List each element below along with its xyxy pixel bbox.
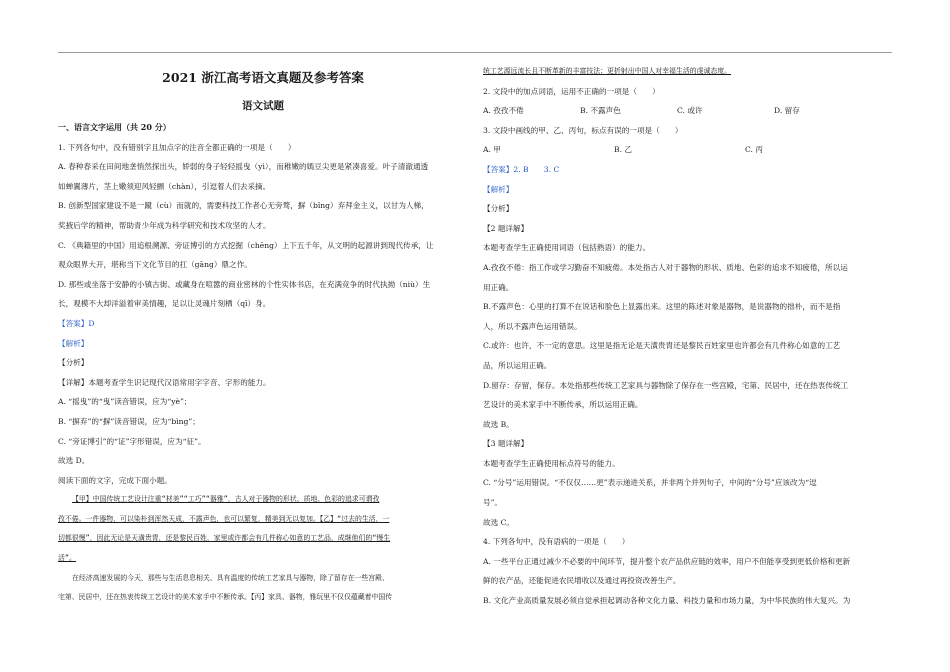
- q3-option-a: A. 甲: [483, 145, 501, 155]
- q1-option-c-cont: 观众眼界大开，堪称当下文化节目的扛（gāng）鼎之作。: [58, 260, 252, 270]
- q2-detail: 本题考查学生正确使用词语（包括熟语）的能力。: [483, 243, 651, 253]
- q2-explain-d-cont: 艺设计的美术家手中不断传承，所以运用正确。: [483, 400, 643, 410]
- q1-option-a-cont: 如蝉翼薄片，茎上嫩须迎风轻颤（chàn），引逗着人们去采摘。: [58, 181, 271, 191]
- fenxi-label: 【分析】: [483, 204, 514, 214]
- doc-subtitle: 语文试题: [242, 100, 284, 112]
- q1-answer: 【答案】D: [58, 318, 95, 328]
- q2-explain-a: A.孜孜不倦：指工作或学习勤奋不知疲倦。本处指古人对于器物的形状、质地、色彩的追求不知疲倦，所以运: [483, 262, 848, 272]
- q2-stem: 2. 文段中的加点词语，运用不正确的一项是（ ）: [483, 86, 660, 96]
- q4-option-a-cont: 鲜的农产品，还能促进农民增收以及通过再投资改善生产。: [483, 576, 681, 586]
- doc-title: 2021 浙江高考语文真题及参考答案: [162, 70, 364, 85]
- q4-option-a: A. 一些平台正通过减少不必要的中间环节，提升整个农产品供应链的效率，用户不但能享受到更低价格和更新: [483, 556, 851, 566]
- q1-option-d-cont: 长，观模不大却洋溢着审美情趣，足以让灵魂片刻栖（qī）身。: [58, 299, 271, 309]
- reading-intro: 阅读下面的文字，完成下面小题。: [58, 475, 172, 485]
- q1-option-d: D. 那些或坐落于安静的小镇古街、或藏身在喧嚣的商业密林的个性实体书店，在充满竞争的时代执拗（niù）生: [58, 279, 431, 289]
- q3-explain-c-cont: 号”。: [483, 498, 503, 508]
- passage-p2-line1: 在经济高速发展的今天，那些与生活息息相关、具有温度的传统工艺家具与器物，除了留存在一些宫殿、: [72, 573, 389, 582]
- jiexi-label: 【解析】: [483, 184, 514, 194]
- q2-options: [483, 101, 893, 121]
- passage-p1-line3: 切都很慢”，因此无论是天潢贵胄，还是黎民百姓，家里或许都会有几件称心如意的工艺品，成继他们的“慢生: [58, 534, 391, 543]
- q1-explain-b: B. “摒弃”的“摒”读音错误，应为“bìng”；: [58, 416, 200, 426]
- q1-conclusion: 故选 D。: [58, 456, 90, 466]
- q2-explain-d: D.留存：存留，保存。本处指那些传统工艺家具与器物除了保存在一些宫殿，宅第、民居中，还在热衷传统工: [483, 380, 849, 390]
- q2-conclusion: 故选 B。: [483, 419, 514, 429]
- section-heading: 一、语言文字运用（共 20 分）: [58, 122, 171, 132]
- q2-option-c: C. 或许: [677, 106, 703, 116]
- passage-p1-line1: 【甲】中国传统工艺设计注重“材美”“工巧”“器雅”，古人对于器物的形状、质地、色彩的追求可谓孜: [72, 495, 380, 504]
- q2-detail-heading: 【2 题详解】: [483, 223, 529, 233]
- left-column: [58, 62, 468, 608]
- passage-p2-line3: 统工艺源远流长且不断革新的丰富技法；更折射出中国人对幸福生活的虔诚态度。: [483, 67, 732, 75]
- q3-option-c: C. 丙: [745, 145, 763, 155]
- q1-fenxi-label: 【分析】: [58, 358, 89, 368]
- header-rule: [58, 52, 892, 53]
- q1-option-b: B. 创新型国家建设不是一蹴（cù）而就的，需要科技工作者心无旁骛，摒（bǐng）弃拜金主义，以甘为人梯，: [58, 201, 429, 211]
- q2-option-a: A. 孜孜不倦: [483, 106, 524, 116]
- passage-p1-line4: 活”。: [58, 554, 76, 563]
- q3-stem: 3. 文段中画线的甲、乙、丙句，标点有误的一项是（ ）: [483, 125, 683, 135]
- q2-explain-c-cont: 品，所以运用正确。: [483, 360, 552, 370]
- passage-p2-line2: 宅第、民居中，还在热衷传统工艺设计的美术家手中不断传承。【丙】家具、器物，雅玩里不仅仅蕴藏着中国传: [58, 593, 393, 602]
- q1-option-b-cont: 奖掖后学的精神，帮助青少年成为科学研究和技术攻坚的人才。: [58, 220, 271, 230]
- q4-option-b: B. 文化产业高质量发展必须自觉承担起调动各种文化力量、科技力量和市场力量，为中华民族的伟大复兴。为: [483, 596, 851, 606]
- q3-option-b: B. 乙: [614, 145, 633, 155]
- passage-p1-line2: 孜不倦。一件器物，可以染朴到浑然天成，不露声色，也可以繁复，精美到无以复加。【乙】“过去的生活，一: [58, 514, 390, 523]
- q2-explain-a-cont: 用正确。: [483, 282, 514, 292]
- q3-detail: 本题考查学生正确使用标点符号的能力。: [483, 458, 620, 468]
- right-column: [483, 62, 893, 611]
- q1-explain-a: A. “摇曳”的“曳”读音错误，应为“yè”；: [58, 397, 192, 407]
- q1-option-c: C. 《典籍里的中国》用追根溯源、旁证博引的方式挖掘（chēng）上下五千年，从文明的起源讲到现代传承，让: [58, 240, 434, 250]
- q3-detail-heading: 【3 题详解】: [483, 439, 529, 449]
- q2-explain-c: C.或许：也许，不一定的意思。这里是指无论是天潢贵胄还是黎民百姓家里也许都会有几件称心如意的工艺: [483, 341, 841, 351]
- q1-stem: 1. 下列各句中，没有错别字且加点字的注音全都正确的一项是（ ）: [58, 142, 296, 152]
- q3-conclusion: 故选 C。: [483, 517, 515, 527]
- q2-option-b: B. 不露声色: [580, 106, 621, 116]
- q3-options: [483, 140, 893, 160]
- q1-explain-c: C. “旁证博引”的“证”字形错误，应为“征”。: [58, 436, 206, 446]
- q1-option-a: A. 春种春采在田间地垄悄然探出头，娇弱的身子轻轻摇曳（yì），而稚嫩的嫣豆尖更是紧凑喜爱。叶子清澈通透: [58, 162, 429, 172]
- q2-explain-b: B.不露声色：心里的打算不在说话和脸色上显露出来。这里的陈述对象是器物，是说器物的拙朴，而不是指: [483, 302, 841, 312]
- q3-explain-c: C. “分号”运用错误。“不仅仅……更”表示递进关系，并非两个并列句子，中间的“分号”应该改为“逗: [483, 478, 817, 488]
- q2-q3-answer: 【答案】2. B 3. C: [483, 164, 560, 174]
- q1-detail: 【详解】本题考查学生识记现代汉语常用字字音、字形的能力。: [58, 377, 271, 387]
- q1-jiexi-label: 【解析】: [58, 338, 89, 348]
- q2-explain-b-cont: 人，所以不露声色运用错误。: [483, 321, 582, 331]
- q4-stem: 4. 下列各句中，没有语病的一项是（ ）: [483, 537, 630, 547]
- q2-option-d: D. 留存: [774, 106, 800, 116]
